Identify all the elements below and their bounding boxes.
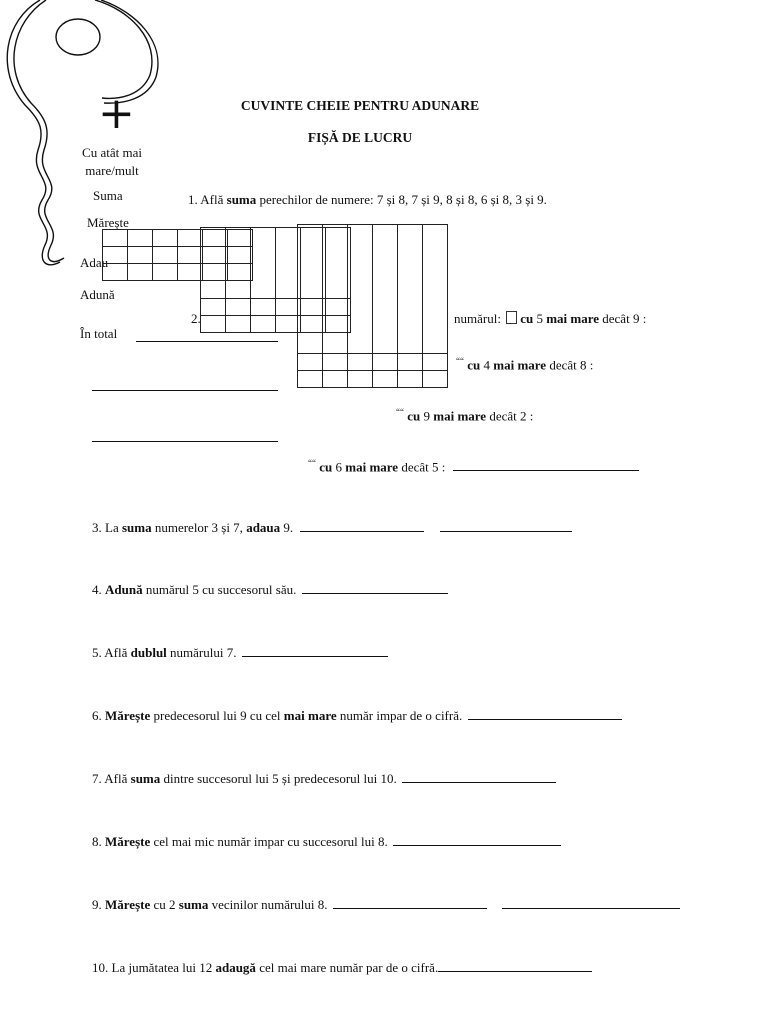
exercise-2-row-4-b: mai mare: [345, 459, 399, 475]
exercise-1-rest: perechilor de numere: 7 și 8, 7 și 9, 8 și 8, 6 și 8, 3 și 9.: [256, 192, 547, 207]
exercise-3-p2: numerelor 3 și 7,: [151, 520, 247, 535]
exercise-2-row-4-rest: decât 5 :: [398, 459, 446, 475]
exercise-3-b1: suma: [121, 520, 152, 535]
exercise-9-p2: cu 2: [150, 897, 179, 912]
exercise-4: [92, 582, 448, 598]
key-word-in-total: În total: [80, 326, 118, 341]
answer-line[interactable]: [468, 708, 622, 720]
quote-mark: ““: [308, 458, 316, 468]
exercise-5-num: 5. Află: [92, 645, 131, 660]
grid-3: [297, 224, 448, 388]
page-subtitle: FIȘĂ DE LUCRU: [307, 130, 413, 145]
quote-mark: ““: [396, 407, 404, 417]
exercise-3-p1: 3. La: [92, 520, 122, 535]
answer-line[interactable]: [453, 459, 639, 471]
answer-line[interactable]: [242, 645, 388, 657]
answer-line[interactable]: [333, 897, 487, 909]
exercise-2-line-1: [454, 311, 646, 327]
exercise-5-b1: dublul: [130, 645, 167, 660]
exercise-8-p2: cel mai mic număr impar cu succesorul lui 8.: [150, 834, 388, 849]
exercise-8: [92, 834, 561, 850]
answer-line[interactable]: [302, 582, 448, 594]
key-word-more-1: Cu atât mai: [82, 145, 142, 160]
answer-line[interactable]: [136, 330, 278, 342]
exercise-9-p3: vecinilor numărului 8.: [208, 897, 328, 912]
exercise-3: [92, 520, 572, 536]
exercise-4-p2: numărul 5 cu succesorul său.: [142, 582, 297, 597]
key-word-mareste: Mărește: [87, 215, 129, 230]
exercise-10-num: 10. La jumătatea lui 12: [92, 960, 216, 975]
exercise-2-row-2-n: 4: [480, 357, 494, 373]
answer-line[interactable]: [402, 771, 556, 783]
exercise-6: [92, 708, 622, 724]
exercise-7-p2: dintre succesorul lui 5 și predecesorul lui 10.: [160, 771, 397, 786]
exercise-2-line-2: [456, 356, 593, 373]
answer-line[interactable]: [92, 430, 278, 442]
exercise-2-num: 2.: [191, 311, 201, 326]
checkbox-icon: [506, 311, 517, 324]
exercise-4-b1: Adună: [105, 582, 143, 597]
exercise-1-num: 1. Află: [188, 192, 227, 207]
exercise-3-b2: adaua: [246, 520, 281, 535]
key-word-adau: Adau: [80, 255, 109, 270]
exercise-2-row-3-rest: decât 2 :: [486, 408, 534, 424]
key-word-aduna: Adună: [80, 287, 115, 302]
exercise-4-num: 4.: [92, 582, 105, 597]
exercise-10-p2: cel mai mare număr par de o cifră.: [255, 960, 439, 975]
exercise-9-b2: suma: [178, 897, 209, 912]
exercise-2-row-3-b: mai mare: [433, 408, 487, 424]
exercise-2-row-3-n: 9: [420, 408, 434, 424]
exercise-2-row-1-a: cu: [520, 311, 534, 326]
exercise-3-p3: 9.: [280, 520, 294, 535]
answer-line[interactable]: [438, 960, 592, 972]
exercise-5: [92, 645, 388, 661]
answer-line[interactable]: [502, 897, 680, 909]
exercise-2-row-2-b: mai mare: [493, 357, 547, 373]
plus-symbol: +: [98, 88, 135, 139]
exercise-2-row-4-n: 6: [332, 459, 346, 475]
exercise-6-num: 6.: [92, 708, 105, 723]
answer-line[interactable]: [440, 520, 572, 532]
exercise-2-row-1-n: 5: [533, 311, 547, 326]
quote-mark: ““: [456, 356, 464, 366]
exercise-2-row-1-b: mai mare: [546, 311, 600, 326]
answer-line[interactable]: [92, 379, 278, 391]
exercise-2-row-2-a: cu: [467, 357, 481, 373]
exercise-1: [188, 192, 547, 208]
exercise-6-b2: mai mare: [283, 708, 337, 723]
key-word-more-2: mare/mult: [85, 163, 139, 178]
exercise-8-b1: Mărește: [105, 834, 151, 849]
exercise-2-line-3: [396, 407, 533, 424]
exercise-6-p2: predecesorul lui 9 cu cel: [150, 708, 284, 723]
exercise-9-b1: Mărește: [105, 897, 151, 912]
exercise-2-row-4-a: cu: [319, 459, 333, 475]
key-word-suma: Suma: [93, 188, 123, 203]
exercise-2-row-1-rest: decât 9 :: [599, 311, 647, 326]
exercise-10-b1: adaugă: [215, 960, 256, 975]
answer-line[interactable]: [393, 834, 561, 846]
exercise-7: [92, 771, 556, 787]
exercise-2-row-3-a: cu: [407, 408, 421, 424]
exercise-5-p2: numărului 7.: [166, 645, 237, 660]
answer-line[interactable]: [300, 520, 424, 532]
exercise-10: [92, 960, 592, 976]
exercise-2-line-4: [308, 458, 639, 475]
exercise-6-p3: număr impar de o cifră.: [336, 708, 463, 723]
exercise-9: [92, 897, 680, 913]
exercise-1-bold: suma: [226, 192, 257, 207]
exercise-2-lead: numărul:: [454, 311, 505, 326]
exercise-9-num: 9.: [92, 897, 105, 912]
page-title: CUVINTE CHEIE PENTRU ADUNARE: [240, 98, 480, 113]
exercise-2-row-2-rest: decât 8 :: [546, 357, 594, 373]
exercise-7-num: 7. Află: [92, 771, 131, 786]
exercise-6-b1: Mărește: [105, 708, 151, 723]
exercise-7-b1: suma: [130, 771, 161, 786]
exercise-8-num: 8.: [92, 834, 105, 849]
